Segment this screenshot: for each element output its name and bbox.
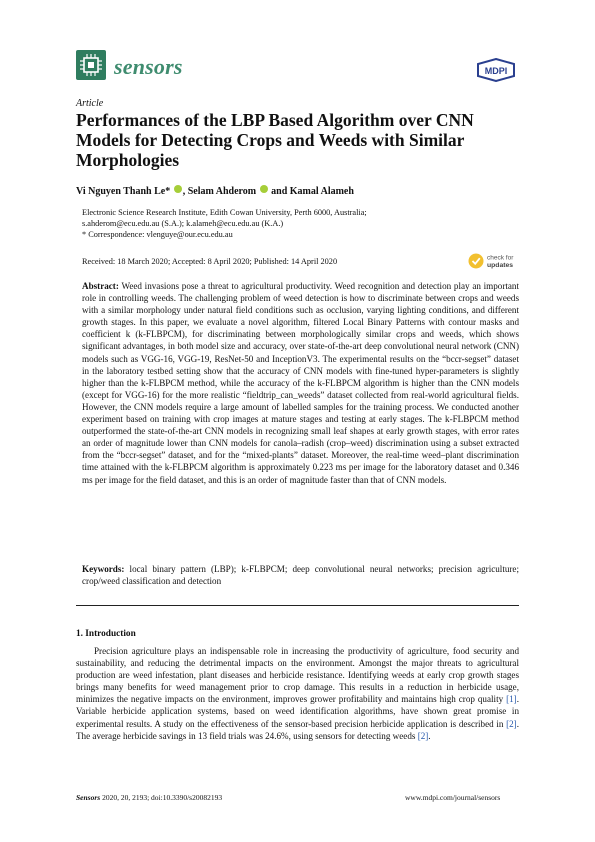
keywords-text: local binary pattern (LBP); k-FLBPCM; deep convolutional neural networks; precision agriculture; crop/weed classification and detection xyxy=(82,564,519,586)
footer-citation: Sensors 2020, 20, 2193; doi:10.3390/s20082193 xyxy=(76,793,223,802)
section-divider xyxy=(76,605,519,606)
section-heading: 1. Introduction xyxy=(76,629,136,639)
abstract-text: Weed invasions pose a threat to agricultural productivity. Weed recognition and detection play an important role in controlling weeds. The challenging problem of weed detection is how to discriminate between crops and weeds with a similar morphology under natural field conditions such as occlusion, varying lighting conditions, and different growth stages. In this paper, we evaluate a novel algorithm, filtered Local Binary Patterns with contour masks and coefficient k (k-FLBPCM), for discriminating between morphologically similar crops and weeds, which shows significant advantages, in both model size and accuracy, over state-of-the-art deep convolutional neural network (CNN) models such as VGG-16, VGG-19, ResNet-50 and InceptionV3. The experimental results on the “bccr-segset” dataset in the laboratory testbed setting show that the accuracy of CNN models with fine-tuned hyper-parameters is slightly higher than the k-FLBPCM method, while the accuracy of the k-FLBPCM algorithm is higher than the CNN models (except for VGG-16) for the more realistic “fieldtrip_can_weeds” dataset collected from real-world agricultural fields. However, the CNN models require a large amount of labelled samples for the training process. We conducted another experiment based on training with crop images at mature stages and testing at early stages. The k-FLBPCM method outperformed the state-of-the-art CNN models in recognizing small leaf shapes at early growth stages, with error rates an order of magnitude lower than CNN models for canola–radish (crop–weed) discrimination using a subset extracted from the “bccr-segset” dataset, and for the “mixed-plants” dataset. Moreover, the real-time weed–plant discrimination time attained with the k-FLBPCM algorithm is approximately 0.223 ms per image for the laboratory dataset and 0.346 ms per image for the field dataset, and this is an order of magnitude faster than that of CNN models. xyxy=(82,281,520,485)
keywords xyxy=(82,563,519,587)
svg-text:updates: updates xyxy=(487,262,514,269)
citation-link[interactable]: [1] xyxy=(506,694,517,705)
footer-url[interactable]: www.mdpi.com/journal/sensors xyxy=(405,793,501,802)
keywords-label: Keywords: xyxy=(82,564,125,574)
citation-link[interactable]: [2] xyxy=(506,718,517,729)
publisher-logo xyxy=(474,58,518,82)
affiliation: Electronic Science Research Institute, Edith Cowan University, Perth 6000, Australia; s.ahderom@ecu.edu.au (S.A.); k.alameh@ecu.edu.au (K.A.) * Correspondence: vlenguye@our.ecu.edu.au xyxy=(82,208,367,239)
journal-logo-icon xyxy=(76,50,106,80)
article-type: Article xyxy=(76,98,104,109)
paper-title: Performances of the LBP Based Algorithm over CNN Models for Detecting Crops and Weeds with Similar Morphologies xyxy=(76,110,474,170)
publication-dates: Received: 18 March 2020; Accepted: 8 April 2020; Published: 14 April 2020 xyxy=(82,257,338,266)
abstract xyxy=(82,280,519,486)
author-name[interactable]: Kamal Alameh xyxy=(289,186,354,197)
publisher-name: MDPI xyxy=(484,66,508,76)
author-name[interactable]: Vi Nguyen Thanh Le xyxy=(76,186,166,197)
orcid-icon[interactable] xyxy=(260,185,268,193)
check-for-updates-badge[interactable] xyxy=(468,251,530,271)
citation-link[interactable]: [2] xyxy=(417,730,429,741)
author-name[interactable]: Selam Ahderom xyxy=(187,186,257,197)
svg-text:check for: check for xyxy=(487,254,514,262)
journal-name: sensors xyxy=(114,54,183,79)
abstract-label: Abstract: xyxy=(82,281,119,291)
author-list: Vi Nguyen Thanh Le* , Selam Ahderom and Kamal Alameh xyxy=(76,186,354,197)
corresponding-mark: * xyxy=(165,186,171,197)
orcid-icon[interactable] xyxy=(174,185,182,193)
introduction-paragraph: Precision agriculture plays an indispensable role in increasing the productivity of agriculture, food security and sustainability, and reducing the detrimental impacts on the environment. Amongst the major threats to agricultural production are weed infestation, plant diseases and herbicide resistance. Identifying weeds at early crop growth stages brings many benefits for weed management prior to crop damage. This results in a reduction in herbicide usage, minimizes the negative impacts on the environment, improves grower profitability and maintains high crop quality [1]. Variable herbicide application systems, based on weed identification algorithms, have shown great promise in experimental results. A study on the effectiveness of the sensor-based precision herbicide application is described in [2]. The average herbicide savings in 13 field trials was 24.6%, using sensors for detecting weeds [2]. xyxy=(76,646,519,741)
